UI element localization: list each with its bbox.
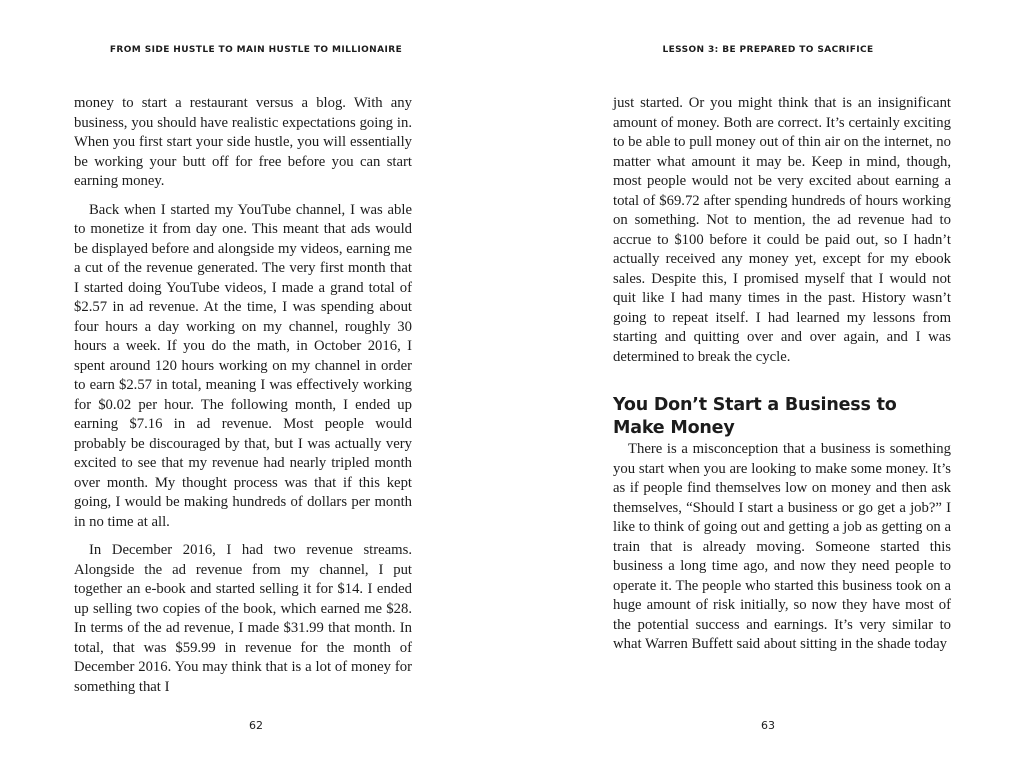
paragraph: There is a misconception that a business is something you start when you are looking to make some money. It’s as if people find themselves low on money and then ask themselves, “Should I start a business or go get a job?” I like to think of going out and getting a job as getting on a train that is already moving. Someone started this business a long time ago, and now they need people to operate it. The people who started this business took on a huge amount of risk initially, so now they have most of the potential success and earnings. It’s very similar to what Warren Buffett said about sitting in the shade today (613, 441, 951, 652)
section-heading: You Don’t Start a Business to Make Money (613, 395, 897, 438)
right-page (512, 0, 1024, 766)
paragraph: money to start a restaurant versus a blog. With any business, you should have realistic expectations going in. When you first start your side hustle, you will essentially be working your butt off for free before you can start earning money. (74, 95, 412, 189)
page-number: 63 (761, 719, 775, 732)
page-number: 62 (249, 719, 263, 732)
running-head: LESSON 3: BE PREPARED TO SACRIFICE (662, 45, 874, 55)
body-text (613, 94, 951, 655)
paragraph: Back when I started my YouTube channel, I was able to monetize it from day one. This meant that ads would be displayed before and alongside my videos, earning me a cut of the revenue generated. The very first month that I started doing YouTube videos, I made a grand total of $2.57 in ad revenue. At the time, I was spending about four hours a day working on my channel, roughly 30 hours a week. If you do the math, in October 2016, I spent around 120 hours working on my channel in order to earn $2.57 in total, meaning I was effectively working for $0.02 per hour. The following month, I ended up earning $7.16 in ad revenue. Most people would probably be discouraged by that, but I was actually very excited to see that my revenue had nearly tripled month over month. My thought process was that if this kept going, I would be making hundreds of dollars per month in no time at all. (74, 201, 412, 530)
paragraph: just started. Or you might think that is an insignificant amount of money. Both are correct. It’s certainly exciting to be able to pull money out of thin air on the internet, no matter what amount it may be. Keep in mind, though, most people would not be very excited about earning a total of $69.72 after spending hundreds of hours working on something. Not to mention, the ad revenue had to accrue to $100 before it could be paid out, so I hadn’t actually received any money yet, except for my ebook sales. Despite this, I promised myself that I would not quit like I had many times in the past. History wasn’t going to repeat itself. I had learned my lessons from starting and quitting over and over again, and I was determined to break the cycle. (613, 95, 951, 365)
paragraph: In December 2016, I had two revenue streams. Alongside the ad revenue from my channel, I put together an e-book and started selling it for $14. I ended up selling two copies of the book, which earned me $28. In terms of the ad revenue, I made $31.99 that month. In total, that was $59.99 in revenue for the month of December 2016. You may think that is a lot of money for something that I (74, 542, 412, 695)
body-text (74, 94, 412, 697)
running-head: FROM SIDE HUSTLE TO MAIN HUSTLE TO MILLIONAIRE (109, 45, 403, 55)
